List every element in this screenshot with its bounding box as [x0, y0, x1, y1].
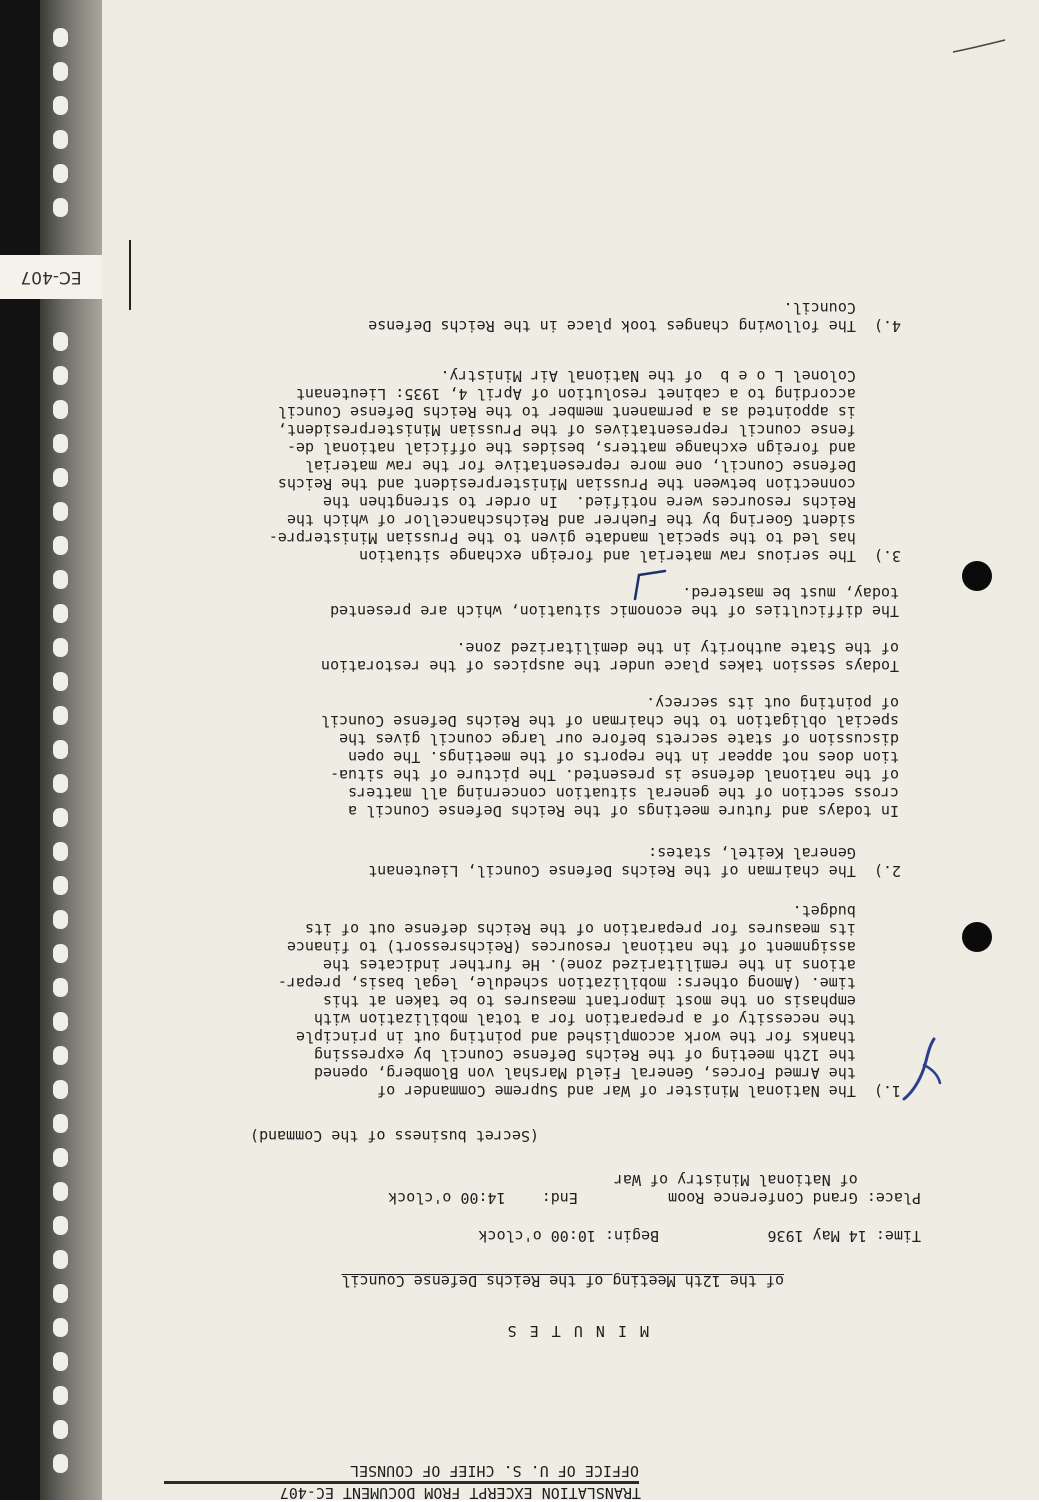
section-4-text: 4.) The following changes took place in the Reichs Defense Council.: [368, 299, 901, 335]
meeting-time: Time: 14 May 1936 Begin: 10:00 o'clock: [478, 1227, 921, 1245]
section-1-text: 1.) The National Minister of War and Supreme Commander of the Armed Forces, General Field Marshal von Blomberg, opened the 12th meeting of the Reichs Defense Council by expressing thanks for the work accomplished and pointing out in principle the necessity of a preparation for a total mobilization with emphasis on the most important measures to be taken at this time. (Among others: mobilization schedule, legal basis, prepar- ations in the remilitarized zone). He further indicates the assignment of the national resources (Reichsressort) to finance its measures for preparation of the Reichs defense out of its budget.: [277, 902, 901, 1100]
section-2-text: 2.) The chairman of the Reichs Defense Council, Lieutenant General Keitel, states:: [368, 844, 901, 880]
pencil-check-mark: [894, 1035, 944, 1105]
meeting-place: Place: Grand Conference Room End: 14:00 o'clock: [388, 1189, 921, 1207]
translation-heading-line2: OFFICE OF U. S. CHIEF OF COUNSEL: [350, 1462, 639, 1480]
document-subtitle: of the 12th Meeting of the Reichs Defense Council: [341, 1272, 784, 1290]
exhibit-tab-label: EC-407: [20, 267, 82, 287]
paragraph-difficulties: The difficulties of the economic situation, which are presented today, must be mastered.: [330, 584, 899, 620]
secrecy-note: (Secret business of the Command): [250, 1127, 539, 1145]
heading-underline: [164, 1481, 639, 1484]
translation-heading-line1: TRANSLATION EXCERPT FROM DOCUMENT EC-407: [279, 1484, 641, 1502]
meeting-place-venue: of National Ministry of War: [613, 1171, 921, 1189]
paragraph-session: Todays session takes place under the auspices of the restoration of the State authority in the demilitarized zone.: [321, 639, 899, 675]
paragraph-secrecy: In todays and future meetings of the Reichs Defense Council a cross section of the general situation concerning all matters of the national defense is presented. The picture of the situa- tion does not appear in the reports of the meetings. The open discussion of state secrets before our large council gives the special obligation to the chairman of the Reichs Defense Council of pointing out its secrecy.: [321, 694, 899, 820]
document-title: M I N U T E S: [505, 1322, 649, 1340]
section-3-text: 3.) The serious raw material and foreign exchange situation has led to the special mandate given to the Prussian Ministerpre- sident Goering by the Fuehrer and Reichschancellor of which the Reichs resources were notified. In order to strengthen the connection between the Prussian Ministerpresident and the Reichs Defense Council, one more representative for the raw material and foreign exchange matters, besides the official national de- fense council representatives of the Prussian Ministerpresident, is appointed as a permanent member to the Reichs Defense Council according to a cabinet resolution of April 4, 1935: Lieutenant Colonel L o e b of the National Air Ministry.: [268, 367, 901, 565]
pencil-bracket-mark: [629, 565, 669, 605]
pencil-scribble: [949, 30, 1009, 60]
